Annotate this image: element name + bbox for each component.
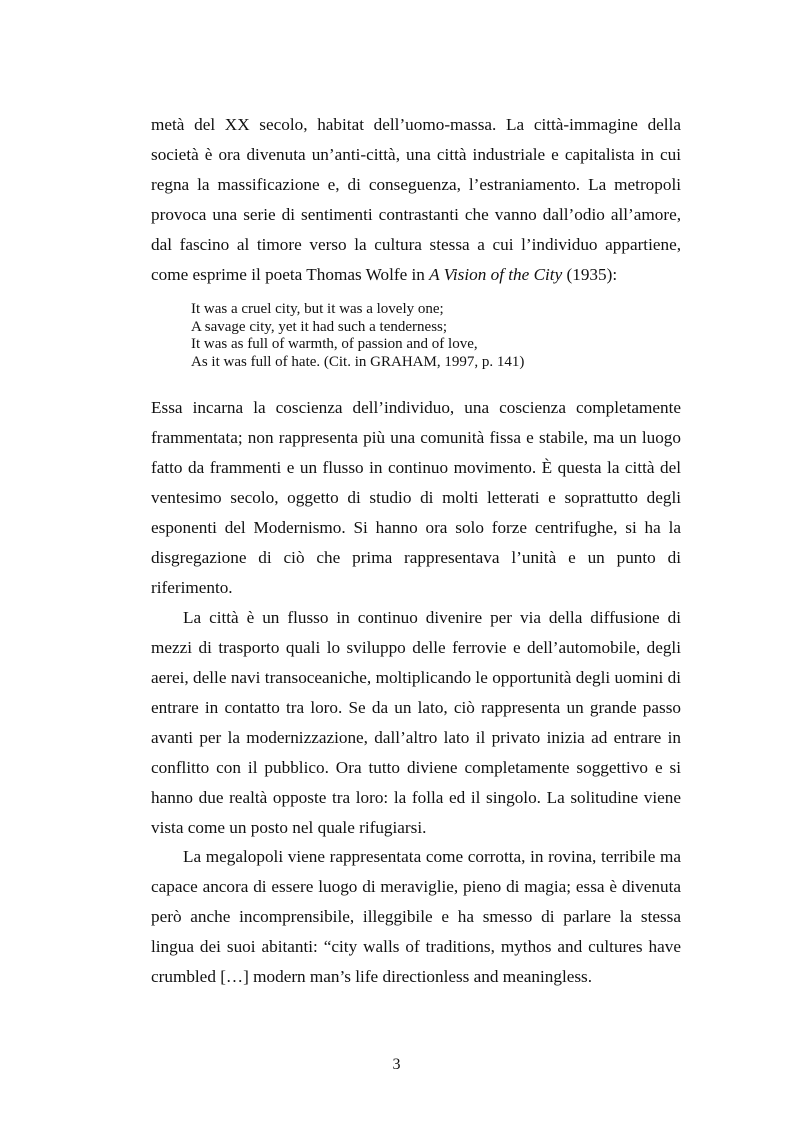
paragraph-intro [151,110,681,290]
quote-line-2: A savage city, yet it had such a tenderness; [191,318,448,335]
quote-line-3: It was as full of warmth, of passion and of love, [191,336,478,353]
page-number: 3 [392,1056,401,1073]
quote-line-1: It was a cruel city, but it was a lovely one; [191,301,444,317]
book-title: A Vision of the City [429,265,563,284]
paragraph-flusso: La città è un flusso in continuo divenire per via della diffusione di mezzi di trasporto quali lo sviluppo delle ferrovie e dell’automobile, degli aerei, delle navi transoceaniche, moltiplicando le opportunità degli uomini di entrare in contatto tra loro. Se da un lato, ciò rappresenta un grande passo avanti per la modernizzazione, dall’altro lato il privato inizia ad entrare in conflitto con il pubblico. Ora tutto diviene completamente soggettivo e si hanno due realtà opposte tra loro: la folla ed il singolo. La solitudine viene vista come un posto nel quale rifugiarsi. [151,608,681,837]
paragraph-coscienza: Essa incarna la coscienza dell’individuo, una coscienza completamente frammentata; non rappresenta più una comunità fissa e stabile, ma un luogo fatto da frammenti e un flusso in continuo movimento. È questa la città del ventesimo secolo, oggetto di studio di molti letterati e soprattutto degli esponenti del Modernismo. Si hanno ora solo forze centrifughe, si ha la disgregazione di ciò che prima rappresentava l’unità e un punto di riferimento. [151,398,681,597]
paragraph-megalopoli: La megalopoli viene rappresentata come corrotta, in rovina, terribile ma capace ancora di essere luogo di meraviglie, pieno di magia; essa è divenuta però anche incomprensibile, illeggibile e ha smesso di parlare la stessa lingua dei suoi abitanti: “city walls of traditions, mythos and cultures have crumbled […] modern man’s life directionless and meaningless. [151,847,681,986]
paragraph-intro-text: metà del XX secolo, habitat dell’uomo-massa. La città-immagine della società è ora divenuta un’anti-città, una città industriale e capitalista in cui regna la massificazione e, di conseguenza, l’estraniamento. La metropoli provoca una serie di sentimenti contrastanti che vanno dall’odio all’amore, dal fascino al timore verso la cultura stessa a cui l’individuo appartiene, come esprime il poeta Thomas Wolfe in [151,115,681,284]
paragraph-intro-end: (1935): [562,265,618,284]
quote-line-4: As it was full of hate. (Cit. in GRAHAM, 1997, p. 141) [191,353,525,370]
block-quote [191,301,651,371]
